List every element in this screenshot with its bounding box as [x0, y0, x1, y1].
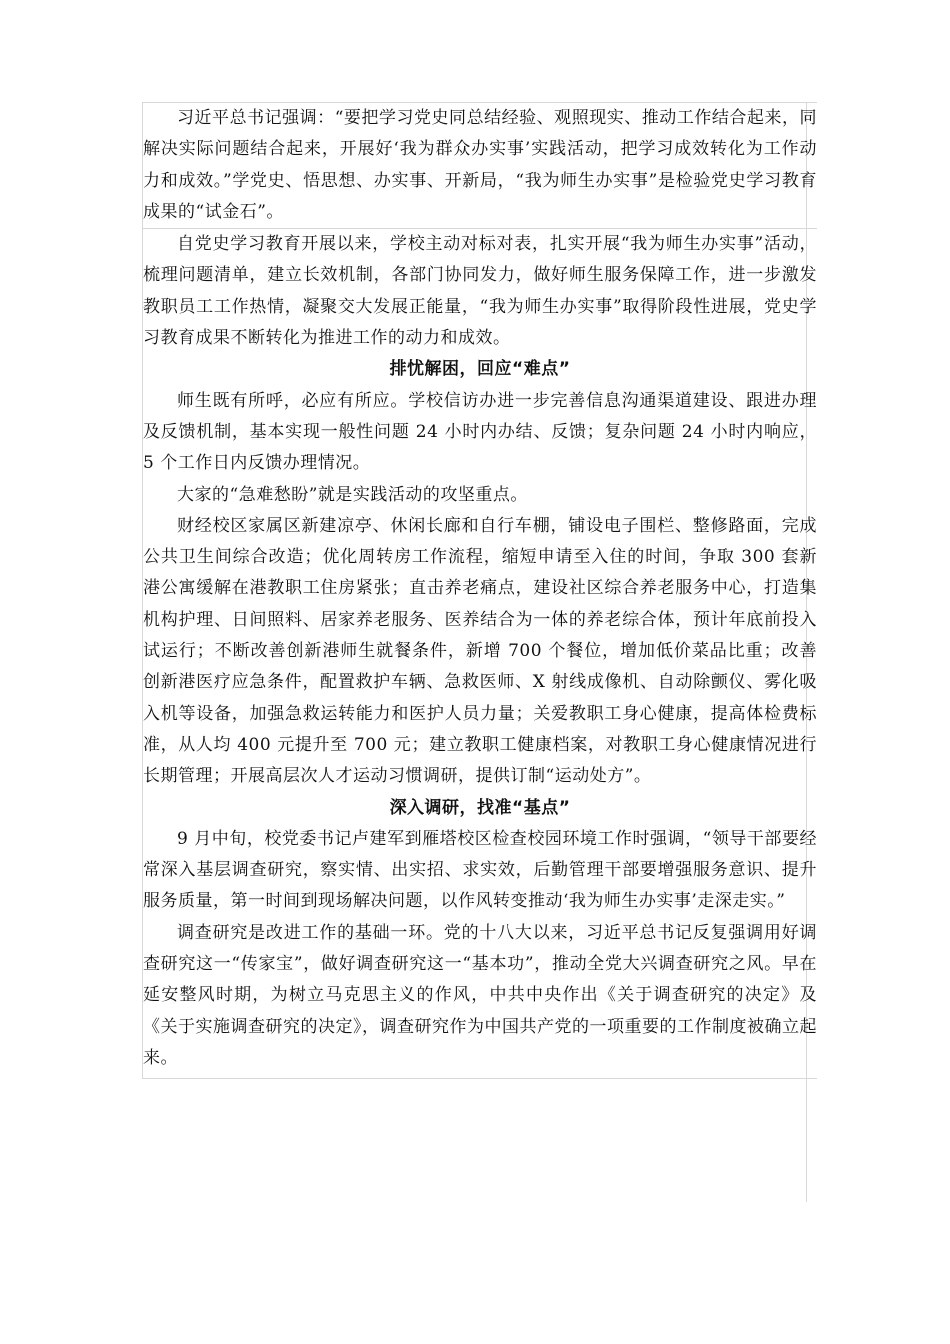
- intro-paragraph-1: 习近平总书记强调：“要把学习党史同总结经验、观照现实、推动工作结合起来，同解决实际问题结合起来，开展好‘我为群众办实事’实践活动，把学习成效转化为工作动力和成效。”学党史、悟思想、办实事、开新局，“我为师生办实事”是检验党史学习教育成果的“试金石”。: [143, 108, 817, 222]
- intro-box: [142, 102, 817, 229]
- document-page: [142, 102, 817, 1079]
- section-heading-difficulties: 排忧解困，回应“难点”: [389, 359, 571, 380]
- section2-paragraph-2: 调查研究是改进工作的基础一环。党的十八大以来，习近平总书记反复强调用好调查研究这一“传家宝”，做好调查研究这一“基本功”，推动全党大兴调查研究之风。早在延安整风时期，为树立马克思主义的作风，中共中央作出《关于调查研究的决定》及《关于实施调查研究的决定》，调查研究作为中国共产党的一项重要的工作制度被确立起来。: [143, 922, 817, 1068]
- section2-paragraph-1: 9 月中旬，校党委书记卢建军到雁塔校区检查校园环境工作时强调，“领导干部要经常深入基层调查研究，察实情、出实招、求实效，后勤管理干部要增强服务意识、提升服务质量，第一时间到现场解决问题，以作风转变推动‘我为师生办实事’走深走实。”: [143, 828, 817, 912]
- intro-paragraph-2: 自党史学习教育开展以来，学校主动对标对表，扎实开展“我为师生办实事”活动，梳理问题清单，建立长效机制，各部门协同发力，做好师生服务保障工作，进一步激发教职员工工作热情，凝聚交大发展正能量，“我为师生办实事”取得阶段性进展，党史学习教育成果不断转化为推进工作的动力和成效。: [143, 234, 817, 349]
- section-heading-research: 深入调研，找准“基点”: [389, 797, 571, 818]
- section1-paragraph-2: 大家的“急难愁盼”就是实践活动的攻坚重点。: [177, 484, 528, 505]
- section1-paragraph-3: 财经校区家属区新建凉亭、休闲长廊和自行车棚，铺设电子围栏、整修路面，完成公共卫生间综合改造；优化周转房工作流程，缩短申请至入住的时间，争取 300 套新港公寓缓解在港教职工住房紧张；直击养老痛点，建设社区综合养老服务中心，打造集机构护理、日间照料、居家养老服务、医养结合为一体的养老综合体，预计年底前投入试运行；不断改善创新港师生就餐条件，新增 700 个餐位，增加低价菜品比重；改善创新港医疗应急条件，配置救护车辆、急救医师、X 射线成像机、自动除颤仪、雾化吸入机等设备，加强急救运转能力和医护人员力量；关爱教职工身心健康，提高体检费标准，从人均 400 元提升至 700 元；建立教职工健康档案，对教职工身心健康情况进行长期管理；开展高层次人才运动习惯调研，提供订制“运动处方”。: [143, 515, 817, 787]
- section1-paragraph-1: 师生既有所呼，必应有所应。学校信访办进一步完善信息沟通渠道建设、跟进办理及反馈机制，基本实现一般性问题 24 小时内办结、反馈；复杂问题 24 小时内响应，5 个工作日内反馈办理情况。: [143, 390, 817, 474]
- body-box: [142, 229, 817, 1079]
